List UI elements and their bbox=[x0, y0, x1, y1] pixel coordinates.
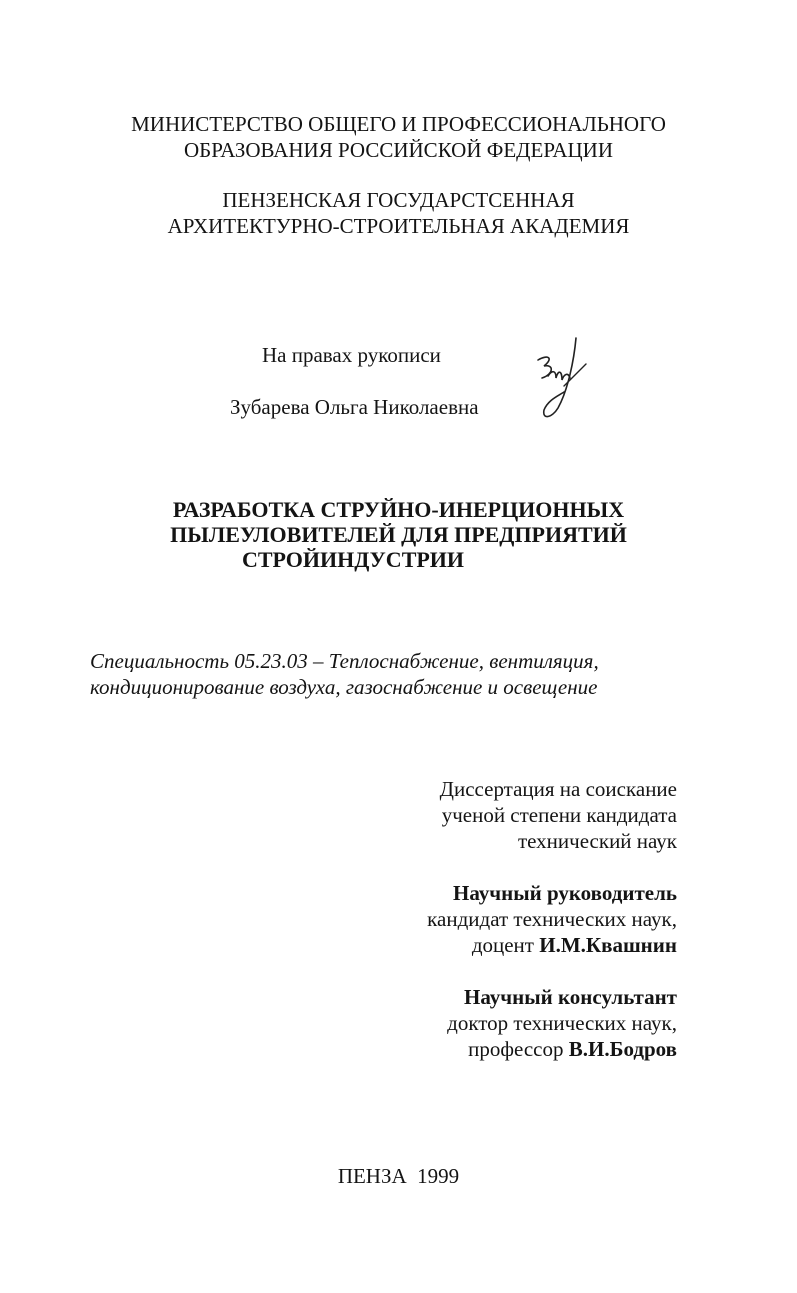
consultant-title: профессор bbox=[468, 1037, 564, 1061]
author-name: Зубарева Ольга Николаевна bbox=[230, 395, 479, 419]
title-line-1: РАЗРАБОТКА СТРУЙНО-ИНЕРЦИОННЫХ bbox=[172, 497, 625, 522]
supervisor-name: И.М.Квашнин bbox=[539, 933, 677, 957]
specialty-line-2: кондиционирование воздуха, газоснабжение и освещение bbox=[90, 675, 598, 699]
dissertation-line-2: ученой степени кандидата bbox=[441, 803, 677, 827]
specialty-line-1: Специальность 05.23.03 – Теплоснабжение, вентиляция, bbox=[90, 649, 599, 673]
ministry-line-2: ОБРАЗОВАНИЯ РОССИЙСКОЙ ФЕДЕРАЦИИ bbox=[184, 138, 613, 162]
dissertation-line-3: технический наук bbox=[517, 829, 677, 853]
signature-icon bbox=[518, 330, 598, 430]
dissertation-line-1: Диссертация на соискание bbox=[439, 777, 677, 801]
consultant-heading: Научный консультант bbox=[464, 985, 677, 1009]
supervisor-title: доцент bbox=[471, 933, 534, 957]
ministry-line-1: МИНИСТЕРСТВО ОБЩЕГО И ПРОФЕССИОНАЛЬНОГО bbox=[131, 112, 666, 136]
manuscript-note: На правах рукописи bbox=[262, 343, 441, 367]
title-line-3: СТРОЙИНДУСТРИИ bbox=[241, 547, 465, 572]
supervisor-degree: кандидат технических наук, bbox=[427, 907, 677, 931]
consultant-name: В.И.Бодров bbox=[568, 1037, 677, 1061]
consultant-degree: доктор технических наук, bbox=[447, 1011, 677, 1035]
title-line-2: ПЫЛЕУЛОВИТЕЛЕЙ ДЛЯ ПРЕДПРИЯТИЙ bbox=[170, 522, 627, 547]
consultant-title-name bbox=[468, 1036, 677, 1062]
supervisor-heading: Научный руководитель bbox=[453, 881, 677, 905]
city-year: ПЕНЗА 1999 bbox=[337, 1164, 460, 1188]
supervisor-title-name bbox=[472, 932, 677, 958]
academy-line-2: АРХИТЕКТУРНО-СТРОИТЕЛЬНАЯ АКАДЕМИЯ bbox=[167, 214, 630, 238]
academy-line-1: ПЕНЗЕНСКАЯ ГОСУДАРСТСЕННАЯ bbox=[222, 188, 575, 212]
